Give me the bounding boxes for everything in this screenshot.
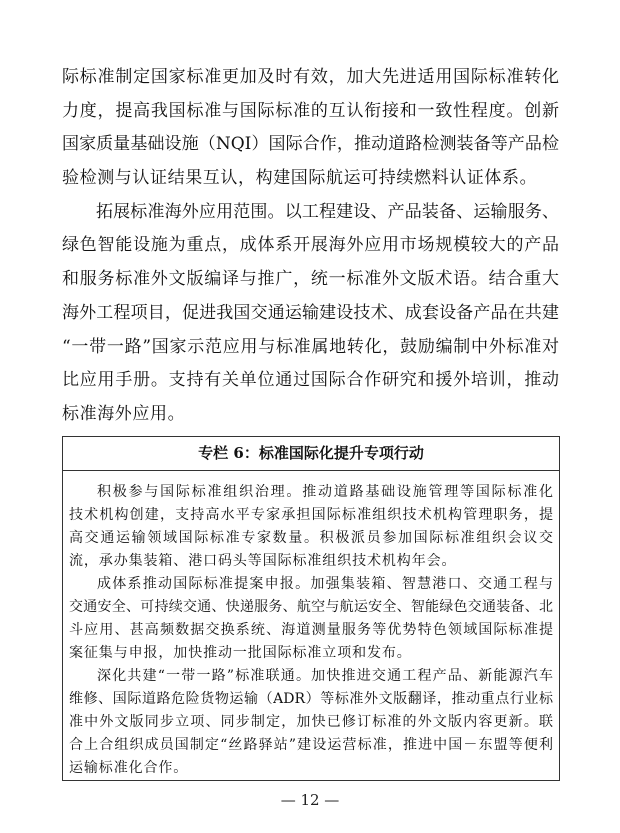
box-line: 合上合组织成员国制定“丝路驿站”建设运营标准，推进中国－东盟等便利 (69, 737, 553, 753)
feature-box (62, 436, 560, 781)
box-line: 案征集与申报，加快推动一批国际标准立项和发布。 (69, 645, 412, 661)
body-line: “一带一路”国家示范应用与标准属地转化，鼓励编制中外标准对 (62, 336, 559, 357)
feature-box-title: 专栏 6：标准国际化提升专项行动 (63, 437, 559, 471)
box-line: 流，承办集装箱、港口码头等国际标准组织技术机构年会。 (69, 553, 457, 569)
body-line: 力度，提高我国标准与国际标准的互认衔接和一致性程度。创新 (62, 100, 559, 121)
body-line: 国家质量基础设施（NQI）国际合作，推动道路检测装备等产品检 (62, 134, 559, 155)
body-line: 比应用手册。支持有关单位通过国际合作研究和援外培训，推动 (62, 370, 559, 391)
body-line: 绿色智能设施为重点，成体系开展海外应用市场规模较大的产品 (62, 235, 559, 256)
body-line: 际标准制定国家标准更加及时有效，加大先进适用国际标准转化 (62, 67, 559, 87)
box-line: 斗应用、甚高频数据交换系统、海道测量服务等优势特色领域国际标准提 (69, 622, 553, 638)
body-text (62, 61, 559, 432)
box-line: 深化共建“一带一路”标准联通。加快推进交通工程产品、新能源汽车 (97, 668, 553, 684)
page-number: — 12 — (280, 791, 340, 809)
feature-box-content (63, 471, 559, 780)
body-line: 验检测与认证结果互认，构建国际航运可持续燃料认证体系。 (62, 168, 538, 189)
box-line: 准中外文版同步立项、同步制定，加快已修订标准的外文版内容更新。联 (69, 714, 553, 730)
body-line: 拓展标准海外应用范围。以工程建设、产品装备、运输服务、 (96, 201, 559, 222)
body-line: 标准海外应用。 (62, 403, 186, 424)
box-line: 交通安全、可持续交通、快递服务、航空与航运安全、智能绿色交通装备、北 (69, 599, 553, 615)
box-line: 高交通运输领域国际标准专家数量。积极派员参加国际标准组织会议交 (69, 530, 553, 546)
box-line: 积极参与国际标准组织治理。推动道路基础设施管理等国际标准化 (97, 484, 553, 500)
box-line: 技术机构创建，支持高水平专家承担国际标准组织技术机构管理职务，提 (69, 507, 553, 523)
body-line: 和服务标准外文版编译与推广，统一标准外文版术语。结合重大 (62, 269, 559, 290)
box-line: 维修、国际道路危险货物运输（ADR）等标准外文版翻译，推动重点行业标 (69, 691, 553, 707)
body-line: 海外工程项目，促进我国交通运输建设技术、成套设备产品在共建 (62, 302, 559, 323)
box-line: 运输标准化合作。 (69, 760, 189, 776)
box-line: 成体系推动国际标准提案申报。加强集装箱、智慧港口、交通工程与 (97, 576, 553, 592)
